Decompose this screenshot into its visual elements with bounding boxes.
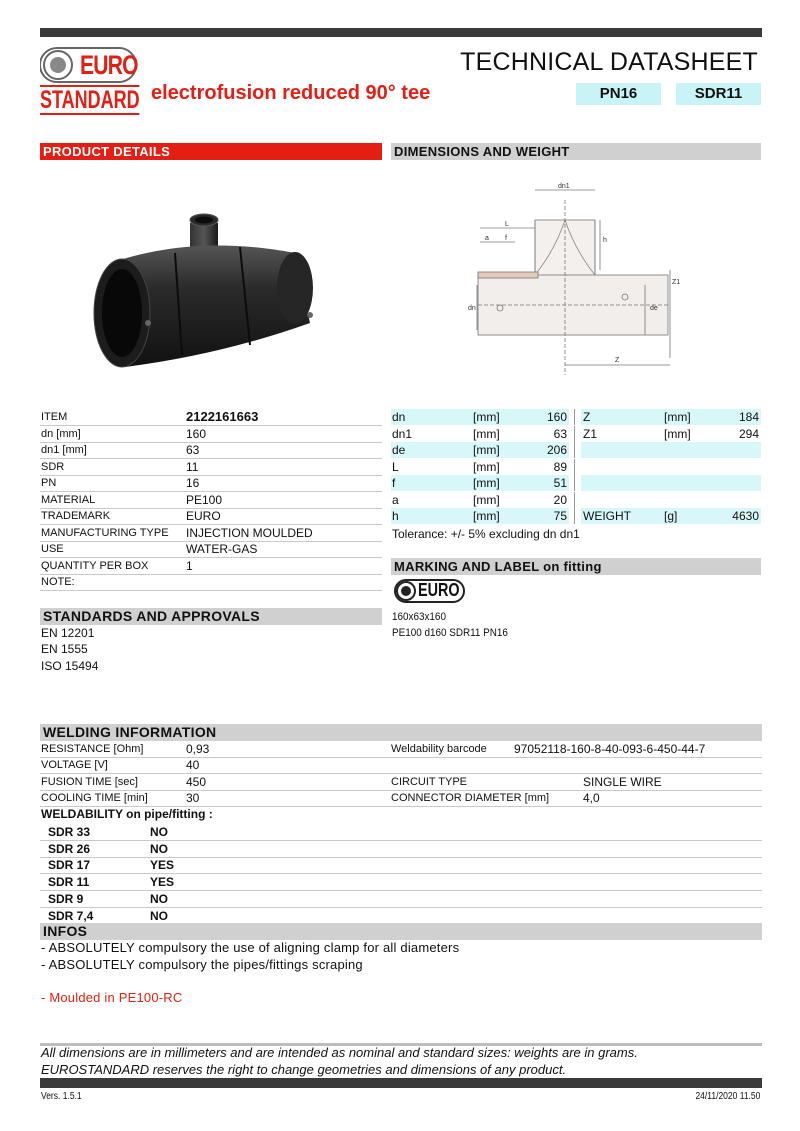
detail-key: dn [mm] [41, 428, 81, 440]
table-row [40, 475, 382, 492]
sdr-label: SDR 17 [48, 858, 91, 873]
table-row [391, 492, 761, 508]
dim-unit: [mm] [664, 427, 691, 441]
table-row [40, 409, 382, 426]
table-row [391, 508, 761, 524]
dim-value: 160 [546, 410, 567, 424]
drawing-label-dn: dn [468, 305, 476, 312]
detail-value: 1 [186, 559, 193, 573]
table-row [40, 857, 762, 874]
dim-value: 4630 [732, 509, 759, 523]
detail-value: PE100 [186, 493, 223, 507]
dim-value: 206 [546, 443, 567, 457]
drawing-label-dn1: dn1 [558, 183, 570, 190]
product-details-header: PRODUCT DETAILS [40, 143, 382, 160]
drawing-label-z: Z [615, 357, 620, 364]
detail-key: SDR [41, 461, 65, 473]
detail-key: USE [41, 543, 64, 555]
table-row [40, 774, 762, 791]
column-divider [574, 459, 575, 475]
drawing-label-de: de [650, 305, 658, 312]
marking-line-1: 160x63x160 [392, 611, 446, 623]
dim-left-cell [391, 459, 569, 475]
detail-key: MATERIAL [41, 494, 96, 506]
product-name: electrofusion reduced 90° tee [151, 82, 431, 104]
marking-line-2: PE100 d160 SDR11 PN16 [392, 627, 508, 639]
dim-unit: [mm] [664, 410, 691, 424]
dim-value: 89 [553, 460, 567, 474]
standard-item: ISO 15494 [41, 659, 99, 673]
weld-key: RESISTANCE [Ohm] [41, 743, 144, 755]
info-item: - ABSOLUTELY compulsory the use of aligning clamp for all diameters [41, 940, 460, 955]
detail-value: EURO [186, 509, 221, 523]
marking-label-header: MARKING AND LABEL on fitting [391, 558, 761, 575]
table-row [40, 541, 382, 558]
dim-unit: [g] [664, 509, 678, 523]
sdr-label: SDR 9 [48, 891, 84, 906]
standard-item: EN 1555 [41, 642, 88, 656]
detail-key: QUANTITY PER BOX [41, 560, 149, 572]
dim-left-cell [391, 508, 569, 524]
dim-name: de [392, 443, 406, 457]
standards-header: STANDARDS AND APPROVALS [40, 608, 382, 625]
sdr-label: SDR 11 [48, 875, 90, 890]
marking-logo [394, 578, 466, 604]
sdr-label: SDR 7,4 [48, 908, 94, 923]
dim-name: Z [583, 410, 591, 424]
dim-unit: [mm] [473, 460, 500, 474]
dim-right-cell [581, 426, 761, 442]
detail-key: TRADEMARK [41, 510, 111, 522]
dim-name: h [392, 509, 399, 523]
pn-badge: PN16 [576, 83, 661, 105]
dim-left-cell [391, 442, 569, 458]
sdr-value: YES [150, 858, 175, 873]
sdr-value: NO [150, 841, 168, 856]
dim-name: WEIGHT [583, 509, 631, 523]
detail-key: MANUFACTURING TYPE [41, 527, 169, 539]
logo-top-text: EURO [80, 50, 138, 80]
technical-drawing [460, 180, 690, 380]
detail-key: dn1 [mm] [41, 444, 87, 456]
dim-unit: [mm] [473, 410, 500, 424]
drawing-label-h: h [603, 237, 607, 244]
column-divider [574, 442, 575, 458]
dim-value: 184 [738, 410, 759, 424]
sdr-value: YES [150, 875, 175, 890]
table-row [40, 841, 762, 858]
info-item: - ABSOLUTELY compulsory the pipes/fittings scraping [41, 957, 363, 972]
marking-logo-text: EURO [418, 580, 460, 600]
item-code: 2122161663 [186, 409, 259, 424]
drawing-label-l: L [505, 221, 509, 228]
dim-name: Z1 [583, 427, 598, 441]
table-row [40, 426, 382, 443]
dim-unit: [mm] [473, 476, 500, 490]
weld-value: 97052118-160-8-40-093-6-450-44-7 [514, 742, 706, 756]
table-row [40, 508, 382, 525]
detail-value: INJECTION MOULDED [186, 526, 313, 540]
detail-value: 16 [186, 476, 200, 490]
weld-value: 450 [186, 775, 207, 789]
table-row [40, 891, 762, 908]
dim-left-cell [391, 426, 569, 442]
table-row [391, 426, 761, 442]
table-row [40, 824, 762, 841]
footer-note-1: All dimensions are in millimeters and are intended as nominal and standard sizes: weights are in grams. [41, 1045, 638, 1060]
drawing-label-z1: Z1 [672, 279, 681, 286]
sdr-label: SDR 33 [48, 825, 91, 839]
dimensions-weight-header: DIMENSIONS AND WEIGHT [391, 143, 761, 160]
logo-bottom-text: STANDARD [40, 86, 140, 114]
dim-name: f [392, 476, 396, 490]
welding-info-header: WELDING INFORMATION [40, 724, 762, 741]
sdr-label: SDR 26 [48, 841, 91, 856]
product-image [90, 205, 320, 375]
dim-name: dn1 [392, 427, 413, 441]
table-row [40, 459, 382, 476]
dim-name: a [392, 493, 399, 507]
table-row [40, 741, 762, 758]
detail-value: 63 [186, 443, 200, 457]
table-row [391, 442, 761, 458]
detail-value: 160 [186, 427, 207, 441]
weld-value: 4,0 [583, 791, 600, 805]
top-bar [40, 28, 762, 37]
column-divider [574, 508, 575, 524]
weldability-title: WELDABILITY on pipe/fitting : [41, 807, 213, 821]
sdr-value: NO [150, 891, 168, 906]
dim-unit: [mm] [473, 443, 500, 457]
table-row [40, 558, 382, 575]
dim-right-cell [581, 409, 761, 425]
detail-key: NOTE: [41, 576, 75, 588]
table-row [40, 492, 382, 509]
weld-key: FUSION TIME [sec] [41, 776, 138, 788]
weld-value: SINGLE WIRE [583, 775, 662, 789]
weld-key: Weldability barcode [391, 743, 487, 755]
weld-value: 40 [186, 758, 200, 772]
table-row [391, 459, 761, 475]
table-row [40, 874, 762, 891]
weld-key: COOLING TIME [min] [41, 792, 148, 804]
weld-value: 0,93 [186, 742, 210, 756]
dim-value: 294 [738, 427, 759, 441]
column-divider [574, 475, 575, 491]
table-row [40, 908, 762, 925]
infos-header: INFOS [40, 923, 762, 940]
dim-name: L [392, 460, 399, 474]
dim-value: 75 [553, 509, 567, 523]
drawing-label-a: a [485, 235, 489, 242]
column-divider [574, 492, 575, 508]
weld-value: 30 [186, 791, 200, 805]
weld-key: VOLTAGE [V] [41, 759, 108, 771]
column-divider [574, 426, 575, 442]
dim-right-cell [581, 459, 761, 475]
footer-note-2: EUROSTANDARD reserves the right to change geometries and dimensions of any product. [41, 1062, 567, 1077]
dim-unit: [mm] [473, 509, 500, 523]
table-row [40, 525, 382, 542]
drawing-label-f: f [505, 235, 507, 242]
weld-key: CIRCUIT TYPE [391, 776, 467, 788]
dim-unit: [mm] [473, 427, 500, 441]
table-row [391, 409, 761, 425]
dim-right-cell [581, 508, 761, 524]
table-row [40, 574, 382, 591]
table-row [40, 790, 762, 807]
column-divider [574, 409, 575, 425]
weld-key: CONNECTOR DIAMETER [mm] [391, 792, 550, 804]
dim-unit: [mm] [473, 493, 500, 507]
detail-key: ITEM [41, 411, 68, 423]
table-row [40, 757, 762, 774]
dim-value: 63 [553, 427, 567, 441]
eurostandard-logo [40, 44, 138, 116]
dim-value: 20 [553, 493, 567, 507]
detail-value: WATER-GAS [186, 542, 258, 556]
tolerance-note: Tolerance: +/- 5% excluding dn dn1 [392, 527, 580, 541]
dim-value: 51 [553, 476, 567, 490]
dim-left-cell [391, 492, 569, 508]
dim-right-cell [581, 475, 761, 491]
dim-name: dn [392, 410, 406, 424]
dim-left-cell [391, 409, 569, 425]
dim-right-cell [581, 492, 761, 508]
sdr-value: NO [150, 825, 168, 839]
table-row [40, 442, 382, 459]
doc-title: TECHNICAL DATASHEET [460, 48, 758, 76]
version-text: Vers. 1.5.1 [41, 1091, 82, 1102]
bottom-bar [40, 1078, 762, 1088]
info-red-item: - Moulded in PE100-RC [41, 990, 183, 1005]
sdr-value: NO [150, 908, 168, 923]
standard-item: EN 12201 [41, 626, 95, 640]
dim-left-cell [391, 475, 569, 491]
date-text: 24/11/2020 11.50 [695, 1091, 760, 1102]
detail-value: 11 [186, 460, 199, 474]
sdr-badge: SDR11 [676, 83, 761, 105]
detail-key: PN [41, 477, 57, 489]
table-row [391, 475, 761, 491]
dim-right-cell [581, 442, 761, 458]
